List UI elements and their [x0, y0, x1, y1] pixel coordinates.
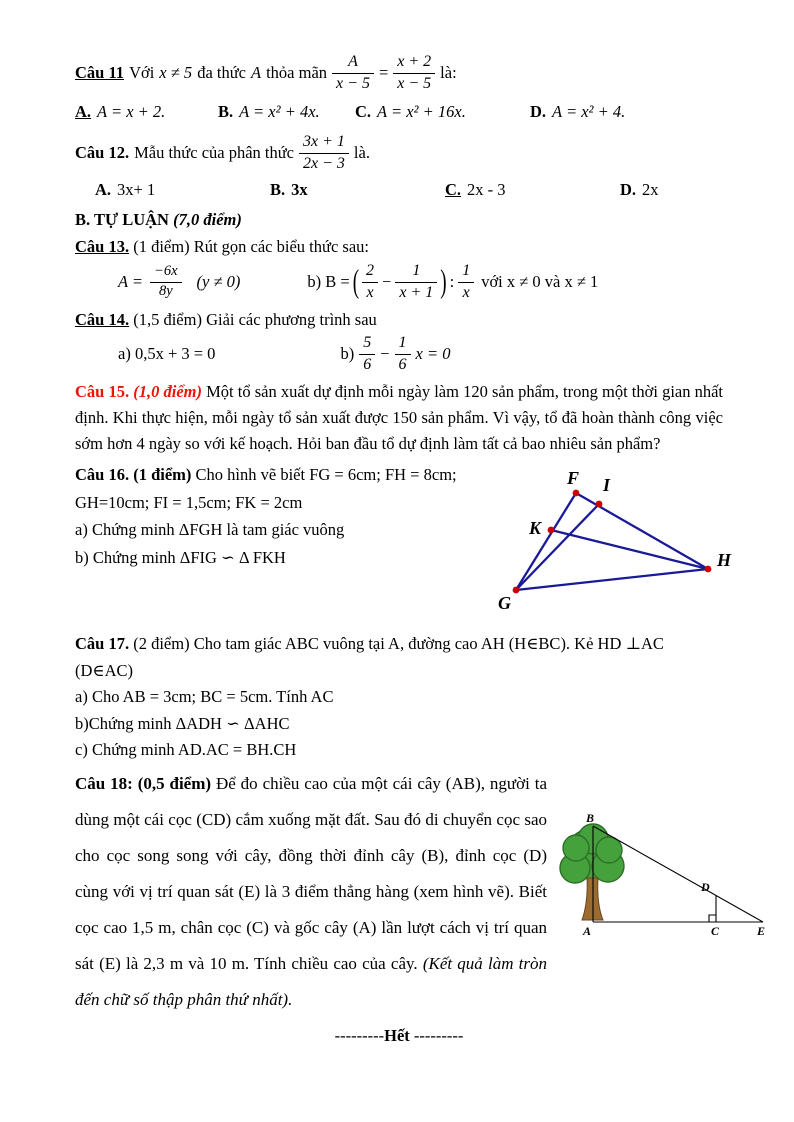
q18-label: Câu 18: (0,5 điểm): [75, 773, 212, 793]
label-F: F: [567, 468, 580, 489]
q12-text-1: Mẫu thức của phân thức: [134, 143, 295, 162]
q11-option-b: B. A = x² + 4x.: [218, 102, 320, 121]
q15-paragraph: [75, 379, 723, 456]
label-K: K: [529, 518, 542, 539]
label-B: B: [586, 811, 595, 825]
q18-tree-figure: [551, 812, 783, 946]
tree-canopy: [560, 824, 624, 883]
q11-fraction-right: $\frac{x + 2}{x - 5}$: [393, 52, 435, 93]
q16-label: Câu 16. (1 điểm): [75, 465, 192, 485]
q11-math-condition: x ≠ 5: [159, 63, 193, 82]
open-paren: (: [352, 263, 360, 301]
q18-text: Để đo chiều cao của một cái cây (AB), người ta dùng một cái cọc (CD) cắm xuống mặt đất. Sau đó di chuyển cọc sao cho cọc song song với cây, đồng thời đỉnh cây (B), đỉnh cọc (D) cùng với vị trí quan sát (E) là 3 điểm thẳng hàng (xem hình vẽ). Biết cọc cao 1,5 m, chân cọc (C) và gốc cây (A) lần lượt cách vị trí quan sát (E) là 2,3 m và 10 m. Tính chiều cao của cây.: [75, 773, 547, 973]
q14-equation-b: b) $\frac{5}{6}$ − $\frac{1}{6}$ x = 0: [340, 334, 451, 373]
q13b-fraction-3: $\frac{1}{x}$: [458, 261, 474, 302]
label-A: A: [583, 923, 592, 938]
q11-option-d: D. A = x² + 4.: [530, 102, 626, 121]
q12-option-d: D. 2x: [620, 180, 659, 199]
q14-equation-a: a) 0,5x + 3 = 0: [118, 344, 216, 363]
footer-dashes-left: ---------: [334, 1025, 385, 1045]
q16-geometry-figure: [493, 467, 753, 619]
q14-intro-text: (1,5 điểm) Giải các phương trình sau: [133, 310, 377, 329]
label-D: D: [701, 879, 710, 894]
section-b-title: B. TỰ LUẬN: [75, 210, 169, 229]
q12-stem: [75, 130, 723, 176]
q13a-fraction: $\frac{-6x}{8y}$: [150, 263, 181, 300]
q17-part-b: b)Chứng minh ΔADH ∽ ΔAHC: [75, 713, 290, 733]
q11-options: [75, 98, 723, 126]
q14-intro: [75, 306, 723, 333]
label-G: G: [498, 593, 511, 614]
q11-text-1: Với: [129, 63, 155, 82]
q11-text-4: là:: [440, 63, 457, 82]
q12-fraction: $\frac{3x + 1}{2x - 3}$: [299, 132, 349, 173]
q14-label: Câu 14.: [75, 310, 130, 329]
q11-text-2: đa thức: [197, 63, 246, 82]
label-H: H: [717, 550, 732, 571]
q11-text-3: thỏa mãn: [266, 63, 328, 82]
q18-note: (Kết quả làm tròn đến chữ số thập phân thứ nhất).: [75, 953, 547, 1009]
q13-intro: [75, 233, 723, 260]
exam-content: [75, 50, 766, 1050]
q13-intro-text: (1 điểm) Rút gọn các biểu thức sau:: [133, 237, 369, 256]
point-H: [705, 566, 712, 573]
q11-label: Câu 11: [75, 63, 125, 82]
label-I: I: [603, 475, 611, 496]
footer-het: Hết: [384, 1025, 410, 1045]
q16-line-2: GH=10cm; FI = 1,5cm; FK = 2cm: [75, 492, 303, 512]
point-G: [513, 587, 520, 594]
section-b-points: (7,0 điểm): [173, 210, 242, 229]
label-E: E: [757, 923, 766, 938]
q12-option-a: A. 3x+ 1: [95, 180, 156, 199]
q13b-fraction-1: $\frac{2}{x}$: [362, 261, 378, 302]
footer-dashes-right: ---------: [413, 1025, 464, 1045]
q12-options: [95, 176, 723, 204]
q16-line-1: Câu 16. (1 điểm) Cho hình vẽ biết FG = 6cm; FH = 8cm;: [75, 465, 457, 485]
q14b-fraction-1: $\frac{5}{6}$: [359, 333, 375, 374]
q17-part-a: a) Cho AB = 3cm; BC = 5cm. Tính AC: [75, 687, 334, 707]
footer: [75, 1022, 723, 1050]
close-paren: ): [440, 263, 447, 301]
q13-expressions: [75, 260, 723, 304]
q11-option-a: A. A = x + 2.: [75, 102, 166, 121]
label-C: C: [711, 923, 720, 938]
q15-text: Một tổ sản xuất dự định mỗi ngày làm 120 sản phẩm, trong một thời gian nhất định. Khi thực hiện, mỗi ngày tổ sản xuất được 150 sản phẩm. Vì vậy, tổ đã hoàn thành công việc sớm hơn 4 ngày so với kế hoạch. Hỏi ban đầu tổ dự định làm tất cả bao nhiêu sản phẩm?: [75, 382, 724, 453]
section-b-header: [75, 206, 723, 233]
q14b-fraction-2: $\frac{1}{6}$: [395, 333, 411, 374]
q16-line-4: b) Chứng minh ΔFIG ∽ Δ FKH: [75, 547, 286, 567]
q11-equals: =: [378, 63, 389, 82]
q18-block: [75, 766, 766, 1018]
q13-label: Câu 13.: [75, 237, 130, 256]
point-K: [548, 527, 555, 534]
q12-option-b: B. 3x: [270, 180, 308, 199]
q17-part-c: c) Chứng minh AD.AC = BH.CH: [75, 740, 297, 760]
q18-paragraph: [75, 766, 547, 1018]
q11-fraction-left: $\frac{A}{x - 5}$: [332, 52, 374, 93]
q16-block: [75, 461, 732, 625]
q11-stem: [75, 50, 723, 96]
q13b-fraction-2: $\frac{1}{x + 1}$: [395, 261, 437, 302]
q15-points: (1,0 điểm): [133, 382, 202, 401]
q13-expression-a: A = $\frac{-6x}{8y}$ (y ≠ 0): [118, 263, 241, 299]
q11-math-A: A: [251, 63, 262, 82]
q16-line-3: a) Chứng minh ΔFGH là tam giác vuông: [75, 520, 345, 540]
q15-label: Câu 15.: [75, 382, 130, 401]
q17-label: Câu 17.: [75, 634, 130, 654]
q14-equations: [75, 333, 723, 375]
point-I: [596, 501, 603, 508]
point-F: [573, 490, 580, 497]
q13-expression-b: b) B = ( $\frac{2}{x}$ − $\frac{1}{x + 1}$ ) : $\frac{1}{x}$ với x ≠ 0 và x ≠ 1: [307, 262, 599, 301]
q12-option-c: C. 2x - 3: [445, 180, 506, 199]
q17-block: [75, 631, 723, 764]
q12-text-2: là.: [353, 143, 370, 162]
q11-option-c: C. A = x² + 16x.: [355, 102, 466, 121]
q12-label: Câu 12.: [75, 143, 130, 162]
q17-intro: Câu 17. (2 điểm) Cho tam giác ABC vuông tại A, đường cao AH (H∈BC). Kẻ HD ⊥AC (D∈AC): [75, 634, 664, 680]
